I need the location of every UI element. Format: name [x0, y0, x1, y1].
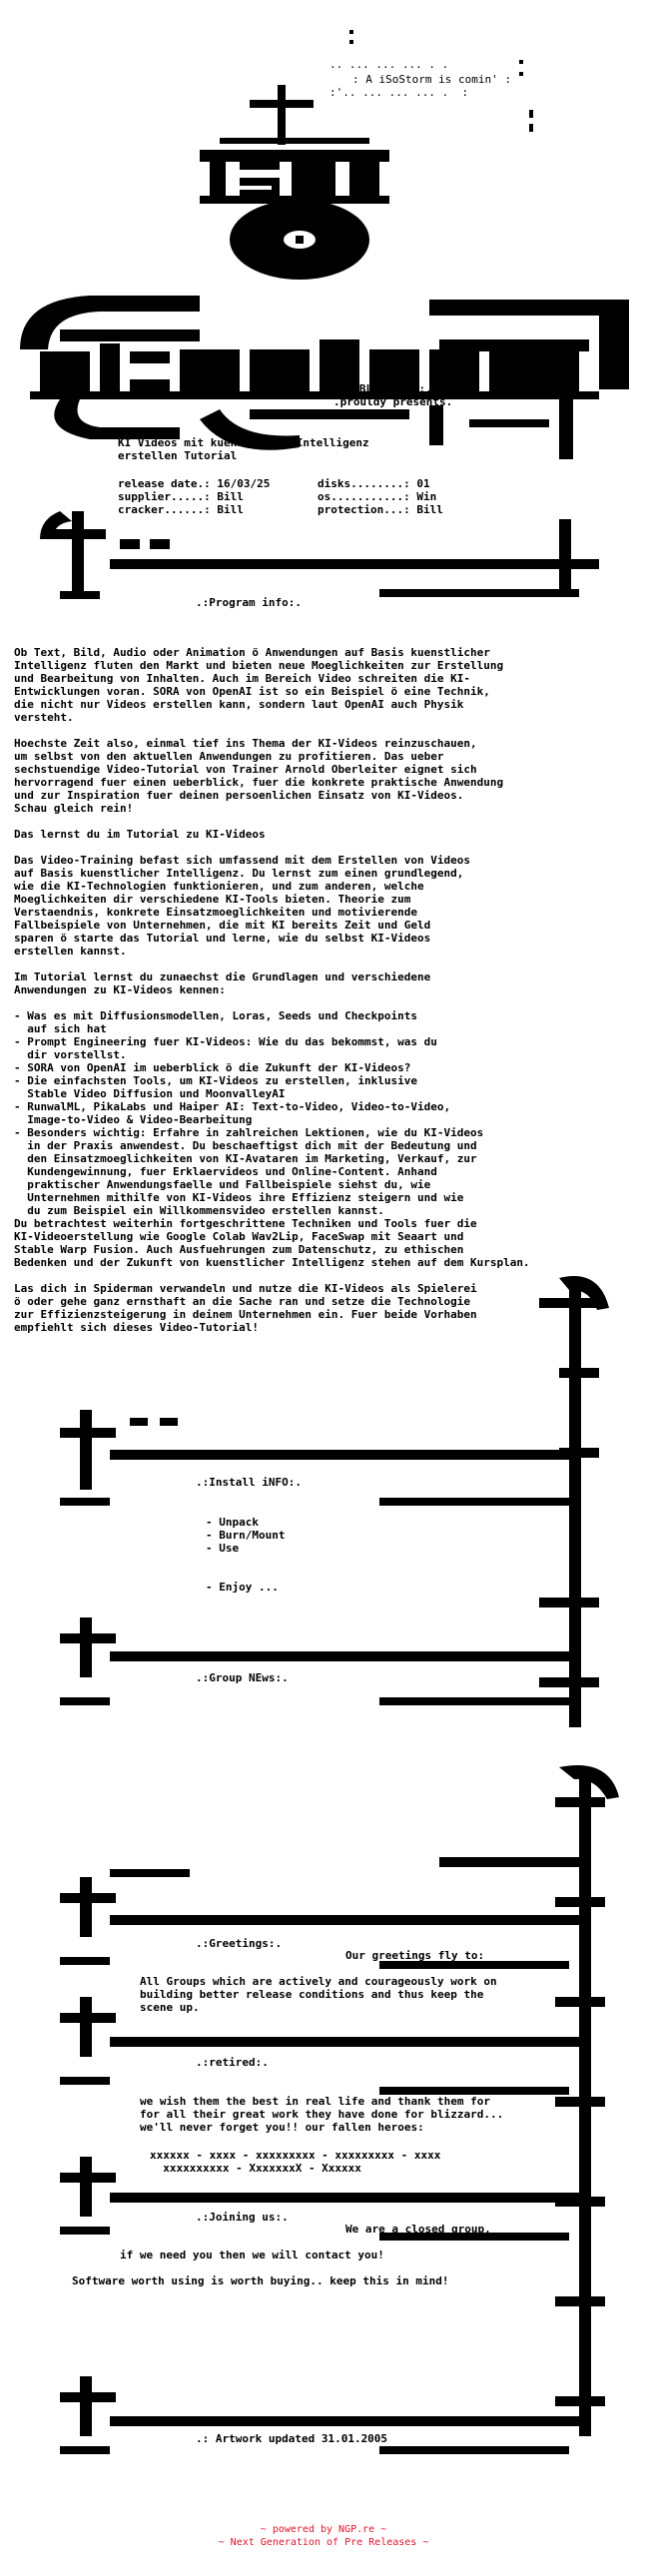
release-date-value: 16/03/25 [217, 477, 271, 490]
release-os-value: Win [416, 490, 437, 503]
joining-line1: We are a closed group, [345, 2223, 491, 2236]
program-info-heading: .:Program info:. [196, 596, 302, 609]
release-os-row [318, 490, 436, 503]
retired-names: xxxxxx - xxxx - xxxxxxxxx - xxxxxxxxx - xxxx xxxxxxxxxx - XxxxxxxX - Xxxxxx [150, 2149, 441, 2175]
install-step-unpack: - Unpack [206, 1516, 259, 1529]
greetings-intro: Our greetings fly to: [345, 1949, 485, 1962]
release-supplier-row [118, 490, 244, 503]
retired-text: we wish them the best in real life and thank them for for all their great work they have done for blizzard... we'll never forget you!! our fallen heroes: [140, 2095, 504, 2134]
joining-line2: if we need you then we will contact you! [120, 2249, 384, 2261]
retired-heading: .:retired:. [196, 2056, 269, 2069]
header-tagline: A iSoStorm is comin' [365, 73, 498, 86]
program-paragraph-1: Ob Text, Bild, Audio oder Animation ö Anwendungen auf Basis kuenstlicher Intelligenz fluten den Markt und bieten neue Moeglichkeiten zur Erstellung und Bearbeitung von Inhalten. Auch im Bereich Video schreiten die KI- Entwicklungen voran. SORA von OpenAI ist so ein Beispiel ö eine Technik, die nicht nur Videos erstellen kann, sondern laut OpenAI auch Physik versteht. [14, 646, 504, 724]
greetings-heading: .:Greetings:. [196, 1937, 283, 1950]
install-step-use: - Use [206, 1542, 240, 1555]
release-cracker-row [118, 503, 244, 516]
program-paragraph-5: Im Tutorial lernst du zunaechst die Grundlagen und verschiedene Anwendungen zu KI-Videos kennen: [14, 970, 431, 996]
joining-heading: .:Joining us:. [196, 2211, 289, 2224]
program-feature-list: - Was es mit Diffusionsmodellen, Loras, Seeds und Checkpoints auf sich hat - Prompt Engineering fuer KI-Videos: Wie du das bekommst, was du dir vorstellst. - SORA von OpenAI im ueberblick ö die Zukunft der KI-Videos? - Die einfachsten Tools, um KI-Videos zu erstellen, inklusive Stable Video Diffusion und MoonvalleyAI - RunwalML, PikaLabs und Haiper AI: Text-to-Video, Video-to-Video, Image-to-Video & Video-Bearbeitung - Besonders wichtig: Erfahre in zahlreichen Lektionen, wie du KI-Videos in der Praxis anwendest. Du beschaeftigst dich mit der Bedeutung und den Einsatzmoeglichkeiten von KI-Avataren im Marketing, Verkauf, zur Kundengewinnung, fuer Erklaervideos und Online-Content. Anhand praktischer Anwendungsfaelle und Fallbeispiele siehst du, wie Unternehmen mithilfe von KI-Videos ihre Effizienz steigern und wie du zum Beispiel ein Willkommensvideo erstellen kannst. [14, 1009, 484, 1217]
program-paragraph-6: Du betrachtest weiterhin fortgeschrittene Techniken und Tools fuer die KI-Videoerstellung wie Google Colab Wav2Lip, FaceSwap mit Seaart und Stable Warp Fusion. Auch Ausfuehrungen zum Datenschutz, zu ethischen Bedenken und der Zukunft von kuenstlicher Intelligenz stehen auf dem Kursplan. [14, 1217, 530, 1269]
install-step-enjoy: - Enjoy ... [206, 1581, 279, 1594]
release-supplier-value: Bill [217, 490, 244, 503]
release-date-row [118, 477, 270, 490]
release-disks-row [318, 477, 430, 490]
program-paragraph-4: Das Video-Training befast sich umfassend mit dem Erstellen von Videos auf Basis kuenstlicher Intelligenz. Du lernst zum einen grundlegend, wie die KI-Technologien funktionieren, und zum anderen, welche Moeglichkeiten dir verschiedene KI-Tools bieten. Theorie zum Verstaendnis, konkrete Einsatzmoeglichkeiten und motivierende Fallbeispiele von Unternehmen, die mit KI bereits Zeit und Geld sparen ö starte das Tutorial und lerne, wie du selbst KI-Videos erstellen kannst. [14, 854, 470, 958]
install-info-heading: .:Install iNFO:. [196, 1476, 302, 1489]
release-title-line1: KI Videos mit kuenstlicher Intelligenz [118, 436, 369, 449]
release-protection-row [318, 503, 443, 516]
release-supplier-label: supplier.....: [118, 490, 211, 503]
header-dots-top: .. ... ... ... . . [329, 58, 449, 71]
release-disks-label: disks........: [318, 477, 410, 490]
install-info-frame [60, 1276, 609, 1727]
greetings-text: All Groups which are actively and courageously work on building better release conditions and thus keep the scene up. [140, 1975, 497, 2014]
release-cracker-value: Bill [217, 503, 244, 516]
artwork-updated: .: Artwork updated 31.01.2005 [196, 2432, 388, 2445]
group-credit-line1: .:.BLiZZaRD.:. [339, 382, 432, 395]
footer-powered-by: ~ powered by NGP.re ~ [260, 2524, 387, 2535]
program-paragraph-2: Hoechste Zeit also, einmal tief ins Thema der KI-Videos reinzuschauen, um selbst von den aktuellen Anwendungen zu profitieren. Das ueber sechstuendige Video-Tutorial von Trainer Arnold Oberleiter eignet sich hervorragend fuer einen ueberblick, fuer die konkrete praktische Anwendung und zur Inspiration fuer deinen persoenlichen Einsatz von KI-Videos. Schau gleich rein! [14, 737, 504, 815]
joining-line3: Software worth using is worth buying.. keep this in mind! [72, 2274, 449, 2287]
iso-logo-art [20, 30, 629, 459]
release-disks-value: 01 [416, 477, 430, 490]
release-title-line2: erstellen Tutorial [118, 449, 238, 462]
install-step-burn: - Burn/Mount [206, 1529, 286, 1542]
release-protection-value: Bill [416, 503, 443, 516]
footer-tagline: ~ Next Generation of Pre Releases ~ [218, 2537, 429, 2548]
group-credit-line2: .prouldy presents. [333, 395, 453, 408]
program-paragraph-7: Las dich in Spiderman verwandeln und nutze die KI-Videos als Spielerei ö oder gehe ganz ernsthaft an die Sache ran und setze die Technologie zur Effizienzsteigerung in deinem Unternehmen ein. Fuer beide Vorhaben empfiehlt sich dieses Video-Tutorial! [14, 1282, 477, 1334]
release-os-label: os...........: [318, 490, 410, 503]
release-protection-label: protection...: [318, 503, 410, 516]
program-paragraph-3: Das lernst du im Tutorial zu KI-Videos [14, 828, 266, 841]
release-cracker-label: cracker......: [118, 503, 211, 516]
program-info-frame [40, 511, 599, 599]
group-news-heading: .:Group NEws:. [196, 1671, 289, 1684]
header-dots-bottom: :'.. ... ... ... . : [329, 86, 469, 99]
header-tagline-box: : A iSoStorm is comin' : [352, 73, 511, 86]
release-date-label: release date.: [118, 477, 211, 490]
